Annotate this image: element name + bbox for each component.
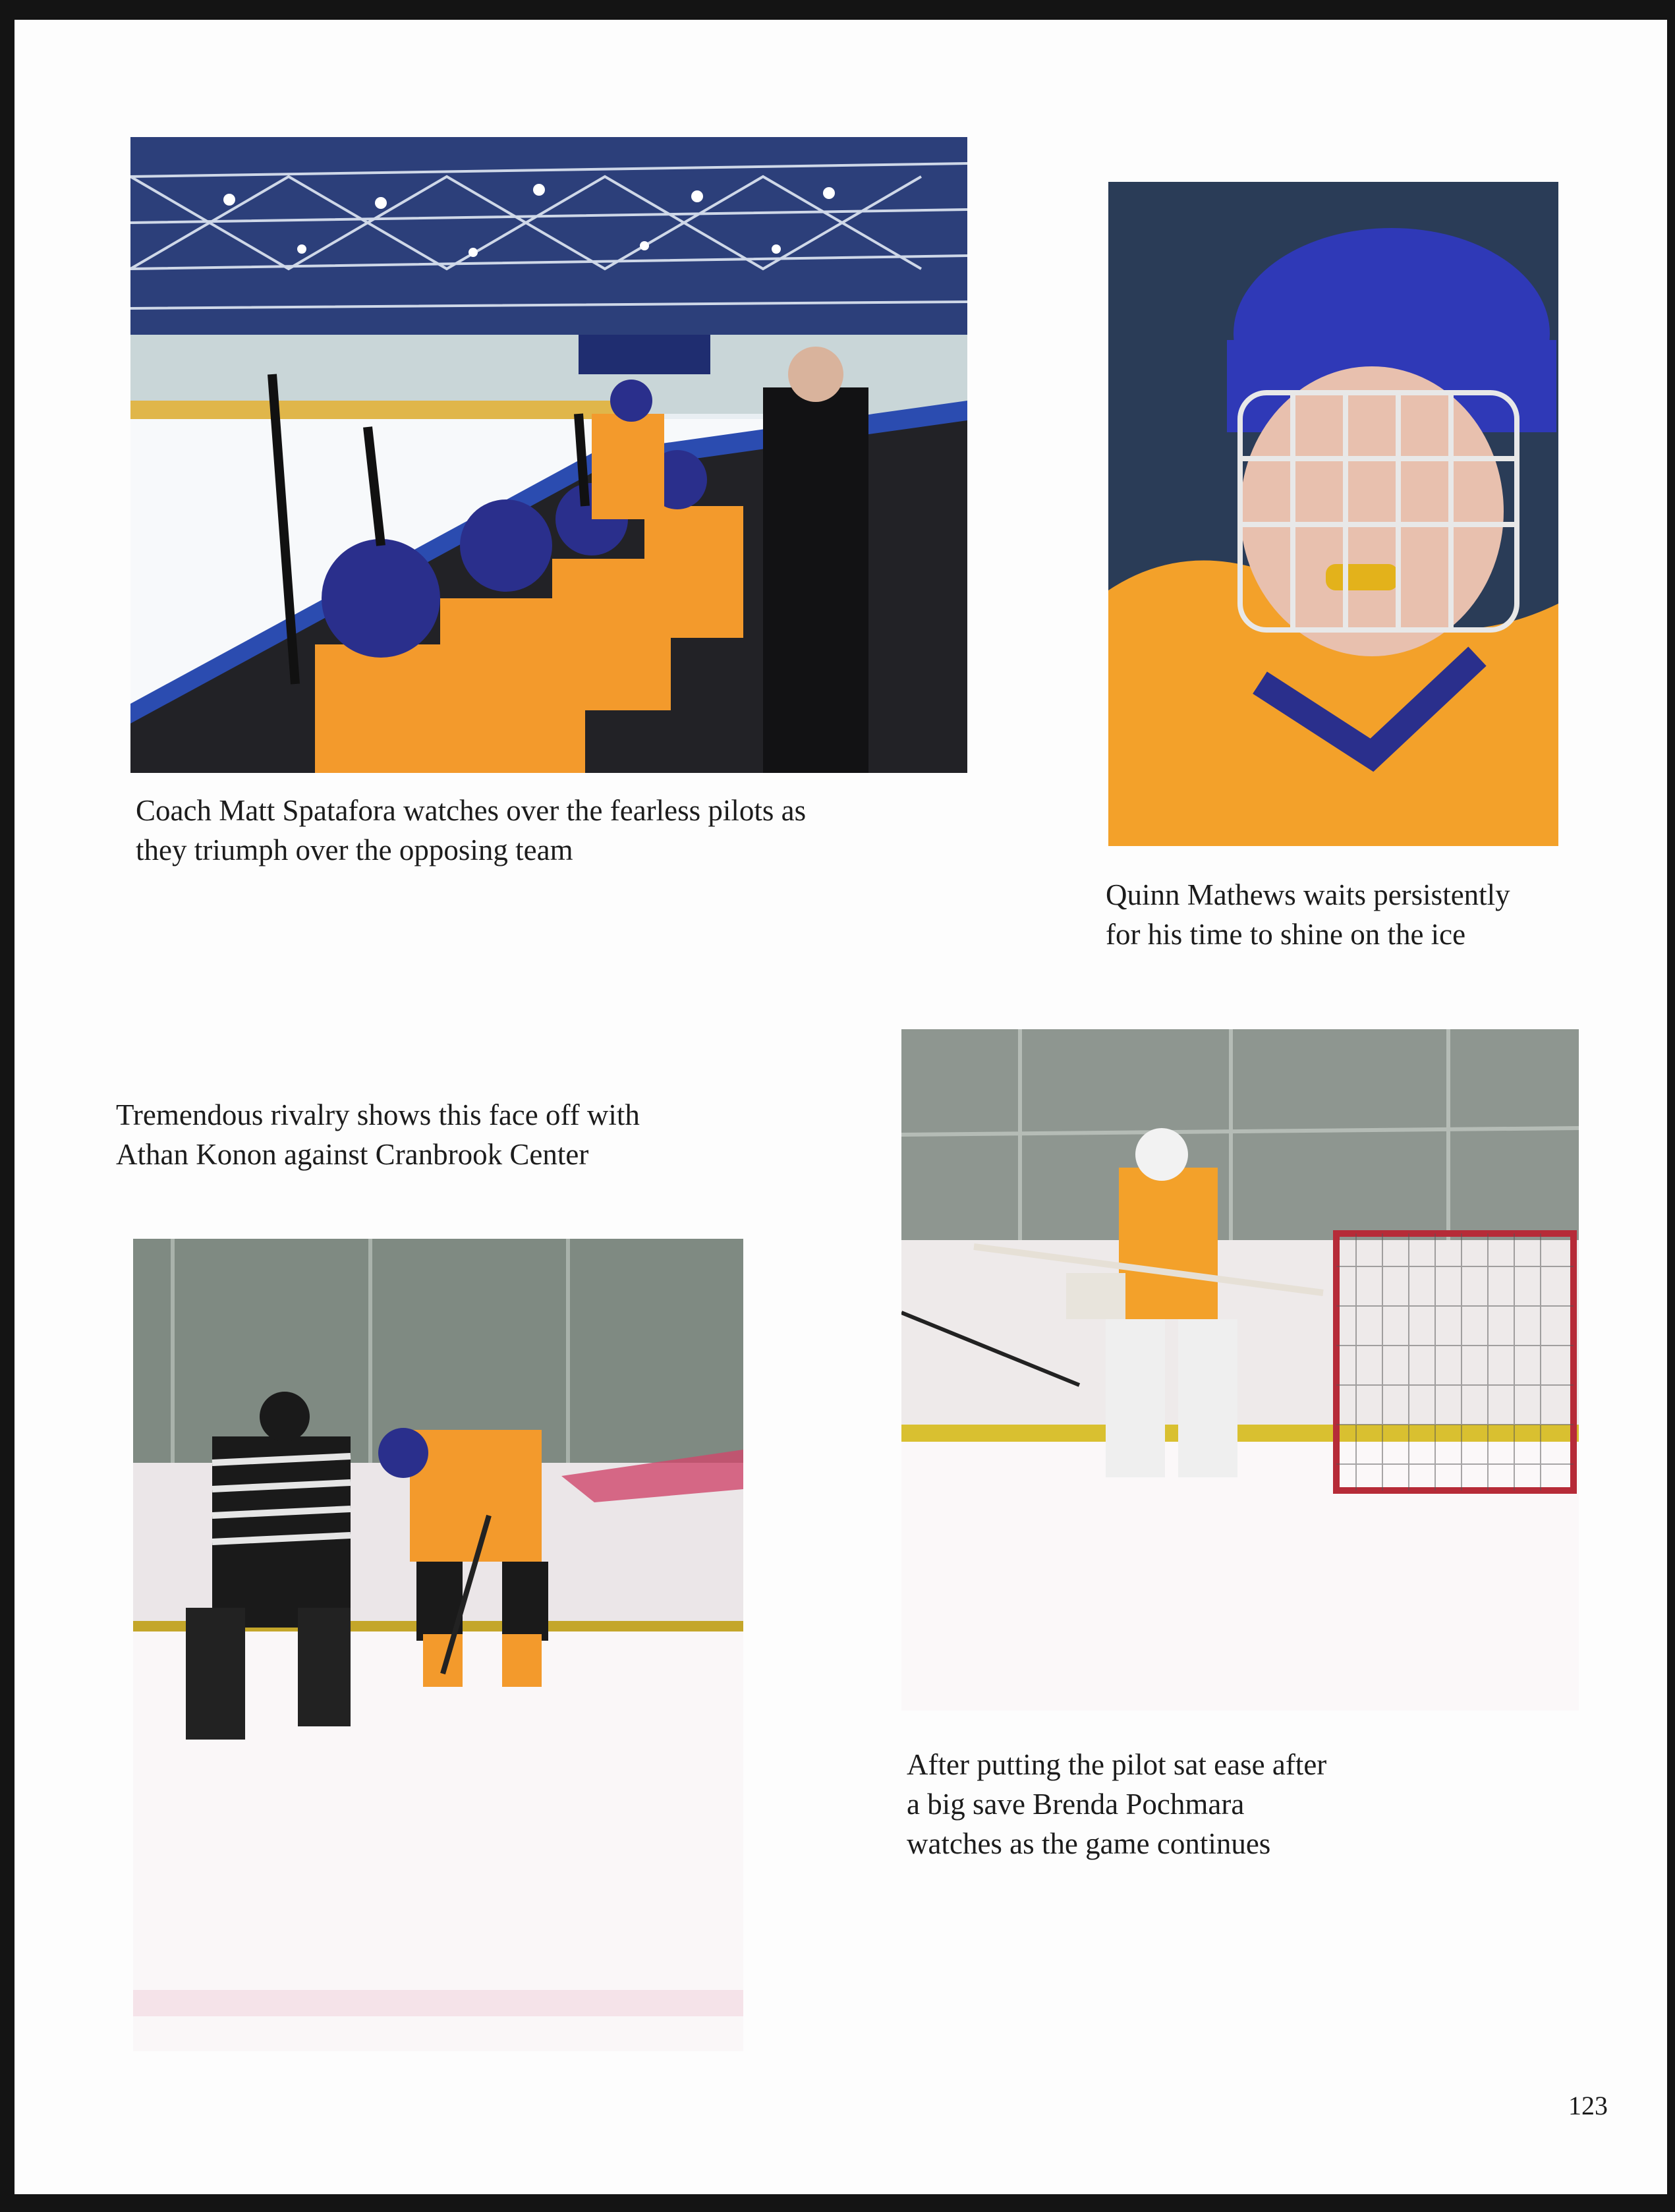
face-off-photo: [133, 1239, 743, 2051]
caption-line: watches as the game continues: [907, 1827, 1271, 1860]
hockey-player-portrait-icon: [1108, 182, 1558, 846]
goalie-photo: [901, 1029, 1579, 1711]
hockey-bench-icon: [130, 137, 967, 773]
bench-caption: [136, 791, 806, 870]
caption-line: After putting the pilot sat ease after: [907, 1748, 1327, 1781]
bench-photo: [130, 137, 967, 773]
yearbook-page: [14, 20, 1667, 2194]
player-portrait-photo: [1108, 182, 1558, 846]
page-number: 123: [1568, 2091, 1608, 2120]
caption-line: a big save Brenda Pochmara: [907, 1788, 1245, 1821]
caption-line: Coach Matt Spatafora watches over the fearless pilots as: [136, 794, 807, 827]
caption-line: Tremendous rivalry shows this face off with: [116, 1098, 640, 1131]
caption-line: Quinn Mathews waits persistently: [1106, 878, 1510, 911]
goalie-icon: [901, 1029, 1579, 1711]
portrait-caption: [1106, 875, 1510, 954]
face-off-caption: [116, 1095, 640, 1174]
goalie-caption: [907, 1745, 1326, 1863]
caption-line: for his time to shine on the ice: [1106, 918, 1466, 951]
face-off-icon: [133, 1239, 743, 2051]
caption-line: Athan Konon against Cranbrook Center: [116, 1138, 589, 1171]
caption-line: they triumph over the opposing team: [136, 834, 573, 866]
